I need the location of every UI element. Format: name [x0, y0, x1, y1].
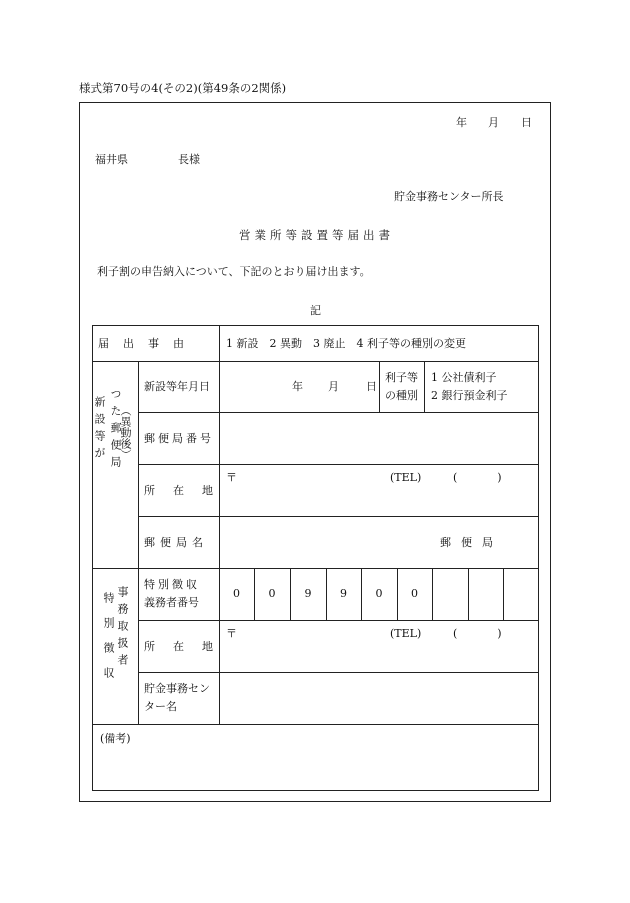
row-line — [138, 620, 539, 621]
obligor-digit: 0 — [411, 587, 418, 600]
new-office-group-left: 新設等が — [93, 396, 106, 464]
digit-line — [503, 568, 504, 620]
tokubetsu-tel-paren: ( ) — [453, 627, 508, 640]
form-id: 様式第70号の4(その2)(第49条の2関係) — [79, 81, 287, 95]
obligor-label-2: 義務者番号 — [144, 596, 199, 609]
postal-mark: 〒 — [226, 471, 237, 484]
tel-paren: ( ) — [453, 471, 508, 484]
obligor-digit: 9 — [304, 587, 312, 600]
interest-type-label-1: 利子等 — [385, 371, 418, 384]
date-month: 月 — [488, 116, 499, 129]
tokubetsu-postal-mark: 〒 — [226, 627, 237, 640]
date-year: 年 — [456, 116, 467, 129]
date-day: 日 — [521, 116, 532, 129]
row-line — [138, 412, 539, 413]
row-line — [92, 361, 539, 362]
sender: 貯金事務センター所長 — [394, 190, 504, 203]
setup-date-label: 新設等年月日 — [144, 380, 210, 393]
obligor-digit: 0 — [268, 587, 276, 600]
digit-line — [432, 568, 433, 620]
tokubetsu-address-label: 所在地 — [144, 640, 231, 653]
tokubetsu-group-2: 事務取扱者 — [116, 586, 129, 671]
setup-date-year: 年 — [292, 380, 303, 393]
center-name-label-2: ター名 — [144, 700, 177, 713]
addressee-pref: 福井県 — [95, 153, 128, 166]
row-line — [138, 516, 539, 517]
digit-line — [468, 568, 469, 620]
setup-date-month: 月 — [328, 380, 339, 393]
col-line — [138, 361, 139, 724]
ki-label: 記 — [310, 304, 321, 317]
row-line — [138, 672, 539, 673]
page-title: 営業所等設置等届出書 — [239, 228, 394, 242]
post-name-label: 郵便局名 — [144, 536, 208, 549]
col-line — [379, 361, 380, 412]
center-name-label-1: 貯金事務セン — [144, 682, 210, 695]
tel-label: (TEL) — [390, 471, 422, 484]
remarks-label: (備考) — [100, 732, 131, 745]
new-office-group-paren: （異動後） — [119, 405, 132, 460]
intro-text: 利子割の申告納入について、下記のとおり届け出ます。 — [97, 265, 371, 278]
interest-type-opt1: 1 公社債利子 — [431, 371, 497, 384]
obligor-digit: 0 — [375, 587, 383, 600]
tokubetsu-tel-label: (TEL) — [390, 627, 422, 640]
row-line — [92, 724, 539, 725]
obligor-digit: 9 — [340, 587, 347, 600]
addressee-suffix: 長様 — [178, 153, 200, 166]
row-line — [138, 464, 539, 465]
interest-type-label-2: の種別 — [385, 389, 418, 402]
reason-label: 届出事由 — [98, 337, 198, 350]
obligor-digit: 0 — [233, 587, 240, 600]
reason-options: 1 新設 2 異動 3 廃止 4 利子等の種別の変更 — [226, 337, 466, 350]
new-office-group-mid: つた郵便局 — [109, 388, 122, 473]
col-line — [424, 361, 425, 412]
post-name-suffix: 郵便局 — [440, 536, 503, 549]
row-line — [92, 568, 539, 569]
col-line — [219, 325, 220, 724]
obligor-label-1: 特別徴収 — [144, 578, 200, 591]
tokubetsu-group-1: 特別徴収 — [102, 592, 115, 692]
interest-type-opt2: 2 銀行預金利子 — [431, 389, 508, 402]
setup-date-day: 日 — [366, 380, 377, 393]
post-number-label: 郵便局番号 — [144, 432, 214, 445]
address-label: 所在地 — [144, 484, 231, 497]
